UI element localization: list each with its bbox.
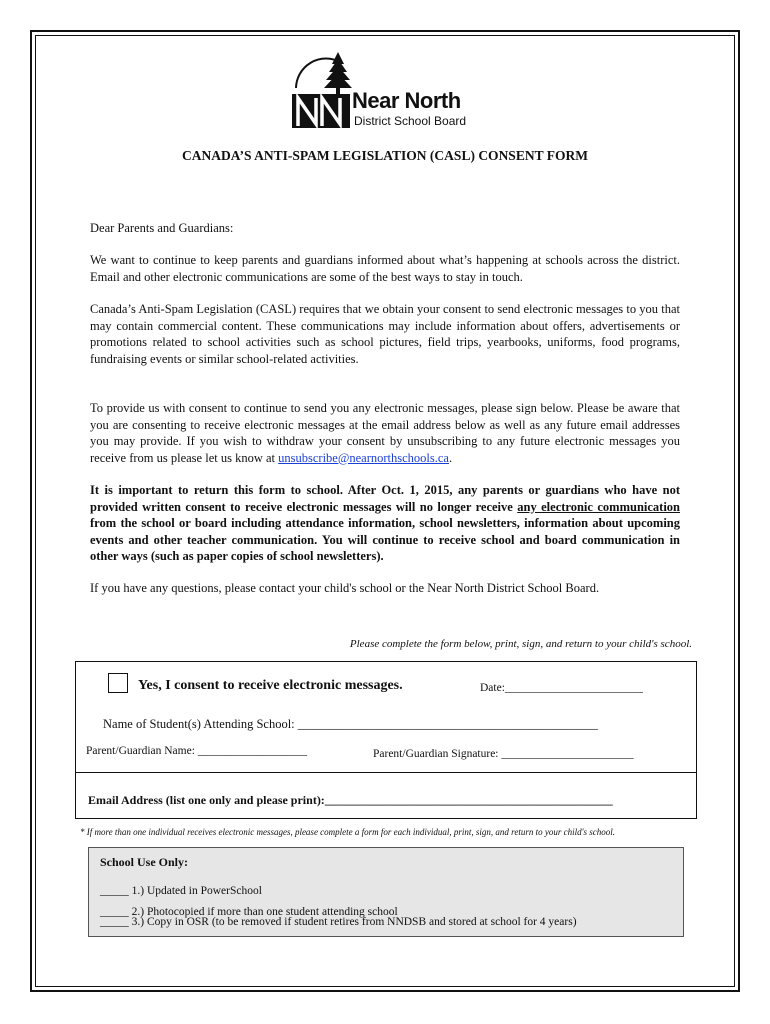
contact-paragraph: If you have any questions, please contact your child's school or the Near North District School Board. [90,581,600,595]
consent-paragraph-end: . [448,450,453,465]
important-paragraph [90,482,680,565]
important-underlined-text: any electronic communication [517,499,681,514]
consent-checkbox[interactable] [108,673,128,693]
intro-paragraph: We want to continue to keep parents and guardians informed about what’s happening at schools across the district. Email and other electronic communications are some of the best ways to stay in touch. [90,253,680,284]
form-instruction: Please complete the form below, print, sign, and return to your child's school. [349,638,692,650]
form-title: CANADA’S ANTI-SPAM LEGISLATION (CASL) CONSENT FORM [182,148,588,163]
parent-name-field[interactable]: Parent/Guardian Name: ___________________ [86,745,308,757]
school-use-item: _____ 3.) Copy in OSR (to be removed if student retires from NNDSB and stored at school for 4 years) [100,916,577,928]
footnote: * If more than one individual receives electronic messages, please complete a form for each individual, print, sign, and return to your child's school. [80,827,615,837]
consent-form-box [75,661,697,819]
consent-paragraph [90,400,680,466]
school-use-box [88,847,684,937]
school-use-item: _____ 1.) Updated in PowerSchool [100,885,262,897]
unsubscribe-email-link[interactable]: unsubscribe@nearnorthschools.ca [278,450,449,465]
logo-subtitle: District School Board [354,114,467,128]
consent-label: Yes, I consent to receive electronic messages. [138,678,403,693]
logo-name: Near North [352,88,461,113]
school-use-item: _____ 2.) Photocopied if more than one student attending school [100,906,398,918]
casl-paragraph: Canada’s Anti-Spam Legislation (CASL) requires that we obtain your consent to send electronic messages to you that may contain commercial content. These communications may include information about offers, advertisements or promotions related to school activities such as school pictures, field trips, yearbooks, uniforms, food programs, fundraising events or similar school-related activities. [90,302,680,366]
board-logo [288,50,478,132]
important-text-part2: from the school or board including attendance information, school newsletters, information about upcoming events and other teacher communication. You will continue to receive school and board communication in other ways (such as paper copies of school newsletters). [90,516,680,563]
email-address-field[interactable]: Email Address (list one only and please print):________________________________________________ [88,793,613,807]
student-name-field[interactable]: Name of Student(s) Attending School: ________________________________________________ [103,717,598,731]
greeting: Dear Parents and Guardians: [90,221,234,235]
important-text-part1: It is important to return this form to school. After Oct. 1, 2015, any parents or guardians who have not provided written consent to receive electronic messages will no longer receive [90,483,680,514]
parent-signature-field[interactable]: Parent/Guardian Signature: _______________________ [373,748,634,760]
consent-paragraph-text: To provide us with consent to continue to send you any electronic messages, please sign below. Please be aware that you are consenting to receive electronic messages at the email address below as well as any future email addresses you may provide. If you wish to withdraw your consent by unsubscribing to any future electronic messages you receive from us please let us know at [90,401,680,465]
school-use-title: School Use Only: [100,855,189,869]
date-field[interactable]: Date:________________________ [480,682,643,694]
consent-divider [76,772,696,773]
